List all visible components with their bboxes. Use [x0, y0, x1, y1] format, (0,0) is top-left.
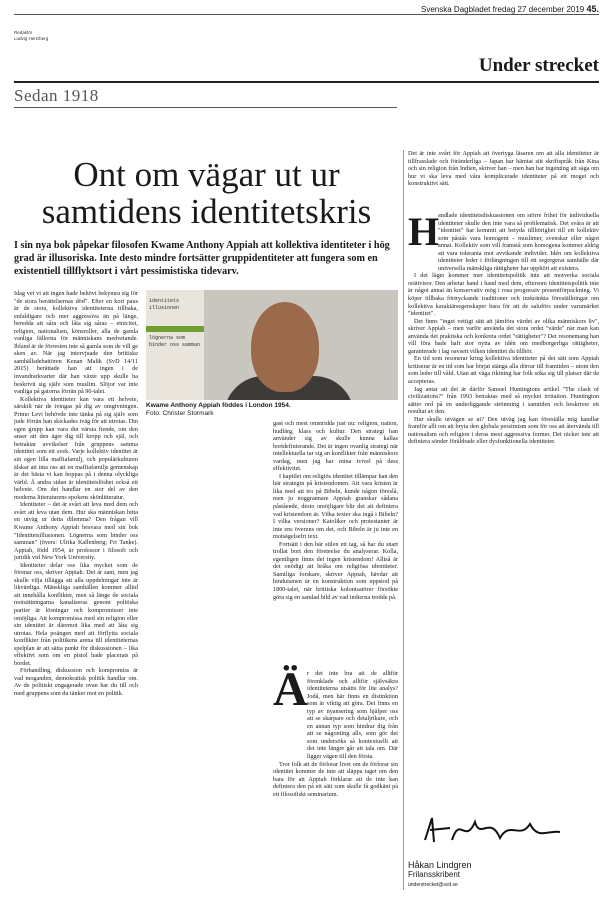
book-band	[146, 326, 204, 332]
drop-cap-h: H	[408, 209, 440, 254]
section-rule	[14, 81, 599, 83]
paragraph: Identiteter delar oss lika mycket som de förenar oss, skriver Appiah. Det är sant, men jag skulle vilja tillägga att alla uppdelningar inte är likvärdiga. Mänskliga samhällen kommer alltid att innehålla konflikter, men så länge de sociala motsättningarna kanaliseras genom politiska partier är lösningar och kompromisser inte omöjliga. Att kompromissa med sin religion eller sin identitet är däremot lika med att låta sig utrotas. Hela poängen med att förflytta sociala konflikter från politikens arena till identiteternas spelplan är att sätta punkt för diskussionen – lika effektivt som om en pistol hade placerats på bordet.	[14, 561, 138, 667]
kicker-rule	[14, 107, 397, 108]
headline: Ont om vägar ut ur samtidens identitetskris	[41, 155, 372, 231]
page-number: 45.	[586, 4, 599, 14]
paragraph: Kollektiva identiteter kan vara ett helvete, särskilt när de tvingas på dig av omgivningen. Primo Levi behövde inte tänka på sig själv som jude förrän han skickades iväg för att utrotas. Din egen grupp kan vara din värsta fiende, om den anser att den äger dig till kropp och själ, och betraktar avvikelser från gruppens samma identitet som ett svek. Varje kollektiv identitet är sin egen lilla maffiafamilj, och populärkulturen älskar att inta oss att en maffiafamiljs gemenskap är det bästa vi kan hoppas på i denna olyckliga värld. Å andra sidan är identitetslöshet också ett helvete. Om det handlar en stor del av den moderna litteraturens epokens skönlitteratur.	[14, 395, 138, 501]
paragraph: gast och mest omstridda just nu: religion, nation, hudfärg, klass och kultur. Den strategi han använder sig av skulle kunna kallas bortdefinierande. Det är ingen ovanlig strategi när intellektuella tar sig an konflikter från människors vardag, men jag har mina tvivel på dess effektivitet.	[273, 420, 398, 473]
caption-text: Kwame Anthony Appiah föddes i London 1954.	[146, 402, 291, 409]
paragraph: I kapitlet om religiös identitet tillämpar han den här strategin på kristendomen. Att vara kristen är lika med att tro på Bibeln, kunde någon föreslå, men ju noggrannare Appiah granskar sådana påstående, desto omöjligare blir det att definiera vad kristendom är. Vilka texter ska ingå i Bibeln? I vilka versioner? Katoliker och protestanter är inte ens överens om det, och Bibeln är ju inte en motsägelsefri text.	[273, 472, 398, 541]
paper-date: Svenska Dagbladet fredag 27 december 2019	[421, 5, 585, 14]
paragraph: Det är inte svårt för Appiah att övertyga läsaren om att alla identiteter är tillfrasslade och föränderliga – Japan har hämtat sitt skriftspråk från Kina och sin religion från Indien, skriver han – men han har ingenting att säga om hur vi ska leva med våra komplicerade identiteter på ett moget och konstruktivt sätt.	[408, 150, 599, 188]
signature-icon	[420, 810, 570, 850]
column-3	[408, 209, 599, 822]
paragraph: Jag antar att det är därför Samuel Huntingtons artikel "The clash of civilizations?" från 1993 betraktas med så mycket irritation. Huntington sätter ord på en underliggande strömning i samtiden och beskriver ett resultat av den.	[408, 385, 599, 416]
editor-name: Ludvig Hertzberg	[14, 36, 49, 41]
header-rule	[14, 14, 599, 15]
paragraph: andlade identitetsdiskussionen om större frihet för individuella identiteter skulle den inte vara så problematisk. Det svåra är att "identitet" har kommit att betyda tillhörighet till ett kollektiv som påstås vara homogent – muslimer, svenskar eller något annat. Kollektiv som vill framstå som homogena kommer aldrig att vara toleranta mot avvikande individer. Idén om kollektiva identiteter leder i förlängningen till ett segregerat samhälle där universella mänskliga rättigheter har upphört att existera.	[438, 212, 599, 272]
paragraph: Fortsätt i den här stilen ett tag, så har du snart trollat bort den företeelse du analyserar. Kolla, egentligen finns det ingen kristendom! Alltså är det onödigt att bråka om religiösa identiteter. Samtliga forskare, skriver Appiah, hävdar att hinduismen är en konstruktion som uppstod på 1800-talet, när brittiska kolonisatörer försökte göra sig en samlad bild av vad indierna trodde på.	[273, 540, 398, 601]
editor-label: Redaktör	[14, 30, 33, 35]
paragraph: r det inte bra att de alltför förenklade och alltför självsäkra identiteterna utsätts för lite analys? Jodå, men här finns en distinktion som är viktig att göra. Det finns en typ av nyansering som hjälper oss att se skarpare och detaljrikare, och en annan typ som hindrar dig från att se någonting alls, som gör det som undersöks så kontextuellt att det inte längre går att tala om. Där ligger vägen till den första.	[307, 670, 398, 761]
author-role: Frilansskribent	[408, 870, 461, 879]
author-email: understrecket@svd.se	[408, 882, 458, 888]
section-title: Under strecket	[478, 55, 599, 76]
page-header	[421, 4, 599, 14]
photo-caption	[146, 402, 398, 418]
portrait-face	[251, 302, 319, 392]
author-photo	[146, 290, 398, 400]
author-name: Håkan Lindgren	[408, 860, 472, 870]
paragraph: Tror folk att de förlorar livet om de förlorar sin identitet kommer de inte att släppa taget om den bara för att Appiah förklarar att de inte kan definiera den på ett sätt som skulle få godkänt på ett filosofiskt seminarium.	[273, 760, 398, 798]
ingress: I sin nya bok påpekar filosofen Kwame Anthony Appiah att kollektiva identiteter i hög grad är illusoriska. Inte desto mindre fortsätter gruppidentiteter att fungera som en existentiell tillflyktsort i vårt pessimistiska tidevarv.	[14, 240, 390, 277]
photo-credit: Foto: Christer Stormark	[146, 410, 214, 417]
paragraph: Det finns "inget vettigt sätt att jämföra värdet av olika människors liv", skriver Appiah – men varför använda det stora ordet "värde" när man kan använda det praktiska och konkreta ordet "rättigheter"? Det resonemang han vill föra hade haft stor nytta av idén om medborgerliga rättigheter, garanterade i lag oavsett vilken identitet du tillhör.	[408, 317, 599, 355]
column-2	[273, 420, 398, 665]
paragraph: Identiteter – det är svårt att leva med dem och svårt att leva utan dem. Hur ska människan hitta en utväg ur detta dilemma? Den frågan vill Kwame Anthony Appiah besvara med sin bok "Identitetsillusionen. Lögnerna som binder oss samman" (övers: Ulrika Kallenberg; Fri Tanke). Appiah, född 1954, är professor i filosofi och juridik vid New York University.	[14, 501, 138, 562]
book-title: identitets illusionen	[149, 298, 180, 311]
byline	[408, 860, 472, 890]
paragraph: I det läget kommer mer identitetspolitik inte att motverka sociala orättvisor. Den arbetar hand i hand med dem, eftersom identitetspolitik inte är något annat än konservativ mög i rosa progressiv presentförpackning. Vi köper tillbaka förtryckande traditioner och inskränkta föreställningar om kollektiva karaktärsegenskaper bara för att de saluförs under varumärket "identitet".	[408, 272, 599, 318]
paragraph: Förhandling, diskussion och kompromiss är vad moganden, demokratisk politik handlar om. Av de politiskt engagerade ovan har du till och med gruppens som du tänker mot en politik.	[14, 667, 138, 697]
editor-credit	[14, 30, 48, 42]
drop-cap-a: Ä	[273, 663, 308, 716]
column-1	[14, 290, 138, 880]
paragraph: Hur skulle utvägen se ut? Den utväg jag kan föreställa mig handlar framför allt om att bryta den globala pessimism som för oss att återvända till nationalism och religion i deras mest aggressiva former. Det räcker inte att definiera sönder föräldrade eller dysfunktionella identiteter.	[408, 415, 599, 446]
book-cover	[146, 290, 204, 400]
kicker: Sedan 1918	[14, 86, 99, 105]
column-divider	[403, 150, 404, 890]
book-subtitle: lögnerna som binder oss samman	[149, 335, 201, 348]
paragraph: Idag vet vi att ingen hade behövt bekymra sig för "de stora berättelsernas död". Efter en kort paus är de stora, kollektiva identiteterna tillbaka, enfaldigare och mer aggressiva än på länge, beredda att såra och låta sig såras – etnicitet, religion, nationalism, könsroller, alla de gamla vanliga fällorna för människans medvetande. Ibland är de förresten inte så gamla som de vill ge sken av. När jag intervjuade den brittiske samhällsdebattören Kenan Malik (SvD 14/11 2015) berättade han att ingen i de invandrarkvarter där han växte upp skulle ha beskrivit sig själv som muslim. Slöjor var inte vanliga på gatorna förrän på 90-talet.	[14, 290, 138, 396]
paragraph: En tid som resonerar kring kollektiva identiteter på det sätt som Appiah kritiserar är en tid som har börjat stänga alla dörrar till framtiden – utom den som leder till våld. Utan att väga riktning har folk söka sig till platser där de accepteras.	[408, 355, 599, 386]
